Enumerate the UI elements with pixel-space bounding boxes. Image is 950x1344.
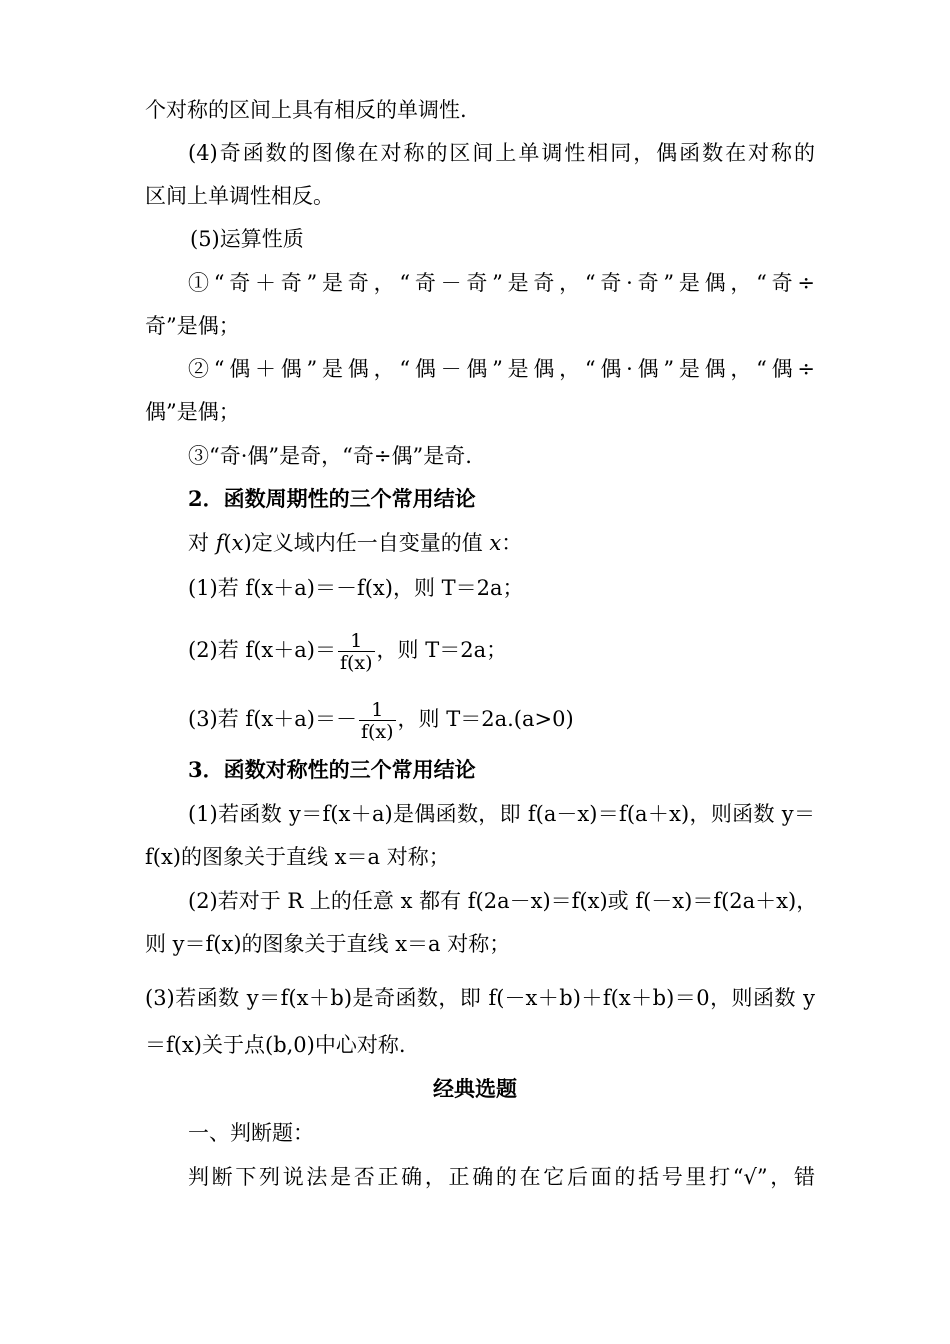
- fraction: [338, 631, 375, 673]
- text-line: 则 y＝f(x)的图象关于直线 x＝a 对称；: [145, 932, 511, 956]
- formula-line: (1)若 f(x＋a)＝－f(x)，则 T＝2a；: [188, 576, 524, 600]
- section-heading-symmetry: 3．函数对称性的三个常用结论: [188, 757, 476, 782]
- text-segment: x: [489, 531, 502, 555]
- text-line: (3)若函数 y＝f(x＋b)是奇函数，即 f(－x＋b)＋f(x＋b)＝0，则函数 y: [145, 986, 815, 1010]
- text-line: ②“偶＋偶”是偶，“偶－偶”是偶，“偶·偶”是偶，“偶÷: [188, 357, 815, 381]
- text-line: (1)若函数 y＝f(x＋a)是偶函数，即 f(a－x)＝f(a＋x)，则函数 y＝: [188, 802, 815, 826]
- text-segment: )定义域内任一自变量的值: [243, 531, 490, 555]
- text-line: (4)奇函数的图像在对称的区间上单调性相同，偶函数在对称的: [188, 141, 815, 165]
- text-segment: ，则 T＝2a；: [376, 638, 508, 662]
- text-segment: (3)若 f(x＋a)＝－: [188, 707, 357, 731]
- text-line: 个对称的区间上具有相反的单调性.: [145, 98, 467, 122]
- text-line: ①“奇＋奇”是奇，“奇－奇”是奇，“奇·奇”是偶，“奇÷: [188, 271, 815, 295]
- text-line: f(x)的图象关于直线 x＝a 对称；: [145, 845, 450, 869]
- fraction-denominator: f(x): [339, 651, 373, 674]
- text-line: 判断下列说法是否正确，正确的在它后面的括号里打“√”，错: [188, 1165, 815, 1189]
- text-line: ③“奇·偶”是奇，“奇÷偶”是奇.: [188, 444, 472, 468]
- text-segment: ，则 T＝2a.(a>0): [397, 707, 574, 731]
- text-line: 偶”是偶；: [145, 400, 240, 424]
- text-segment: 对: [188, 531, 216, 555]
- text-line: [188, 528, 815, 558]
- fraction-denominator: f(x): [360, 720, 394, 743]
- text-segment: x: [231, 531, 244, 555]
- text-line: 一、判断题：: [188, 1121, 314, 1145]
- text-line: (5)运算性质: [190, 227, 304, 251]
- text-segment: f: [215, 531, 224, 555]
- fraction-numerator: 1: [350, 629, 363, 652]
- text-line: 奇”是偶；: [145, 314, 240, 338]
- text-line: 区间上单调性相反。: [145, 184, 334, 208]
- text-line: (2)若对于 R 上的任意 x 都有 f(2a－x)＝f(x)或 f(－x)＝f(2a＋x)，: [188, 889, 818, 913]
- fraction: [359, 700, 396, 742]
- text-line: ＝f(x)关于点(b,0)中心对称.: [145, 1033, 406, 1057]
- section-heading-periodicity: 2．函数周期性的三个常用结论: [188, 486, 476, 511]
- text-segment: ：: [501, 531, 523, 555]
- text-segment: (2)若 f(x＋a)＝: [188, 638, 336, 662]
- formula-line: [188, 697, 815, 742]
- section-title: 经典选题: [433, 1076, 517, 1101]
- fraction-numerator: 1: [371, 698, 384, 721]
- text-segment: (: [223, 531, 232, 555]
- formula-line: [188, 628, 815, 673]
